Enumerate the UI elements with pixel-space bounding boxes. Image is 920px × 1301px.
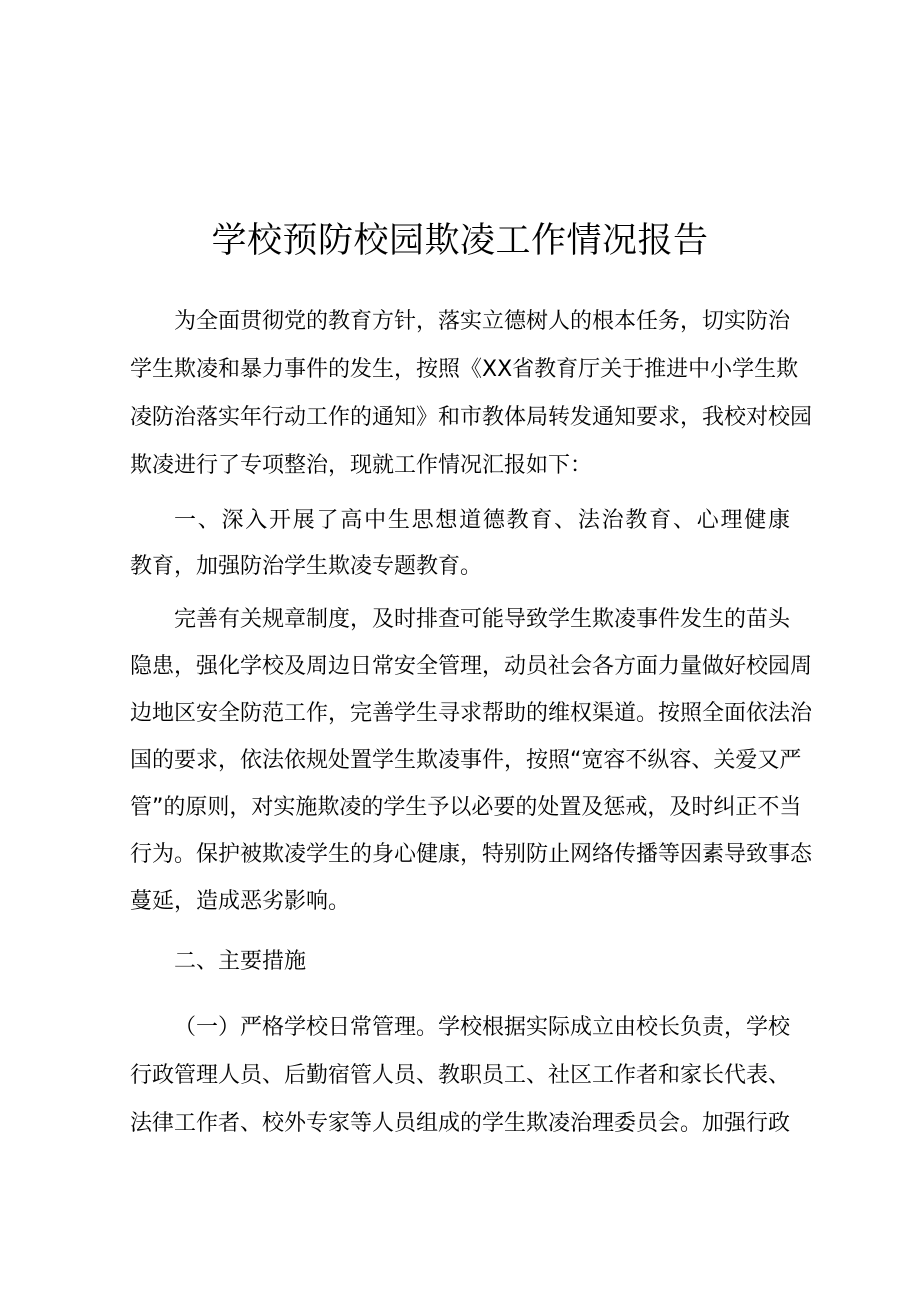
section-heading-line: 一、深入开展了高中生思想道德教育、法治教育、心理健康 [174, 508, 790, 533]
paragraph-line: 欺凌进行了专项整治，现就工作情况汇报如下： [130, 453, 593, 478]
section-heading-line: 教育，加强防治学生欺凌专题教育。 [130, 554, 483, 579]
paragraph-line: （一）严格学校日常管理。学校根据实际成立由校长负责，学校 [174, 1015, 791, 1040]
paragraph-line: 边地区安全防范工作，完善学生寻求帮助的维权渠道。按照全面依法治 [130, 701, 813, 726]
paragraph-line: 学生欺凌和暴力事件的发生，按照《XX省教育厅关于推进中小学生欺 [130, 357, 799, 382]
paragraph-line: 国的要求，依法依规处置学生欺凌事件，按照“宽容不纵容、关爱又严 [130, 748, 802, 773]
paragraph-line: 凌防治落实年行动工作的通知》和市教体局转发通知要求，我校对校园 [130, 405, 813, 430]
section-heading: 二、主要措施 [174, 949, 307, 974]
paragraph-line: 隐患，强化学校及周边日常安全管理，动员社会各方面力量做好校园周 [130, 654, 813, 679]
paragraph-line: 完善有关规章制度，及时排查可能导致学生欺凌事件发生的苗头 [174, 607, 791, 632]
paragraph-line: 蔓延，造成恶劣影响。 [130, 889, 351, 914]
paragraph-line: 管”的原则，对实施欺凌的学生予以必要的处置及惩戒，及时纠正不当 [130, 795, 802, 820]
paragraph-line: 法律工作者、校外专家等人员组成的学生欺凌治理委员会。加强行政 [130, 1111, 791, 1136]
paragraph-line: 为全面贯彻党的教育方针，落实立德树人的根本任务，切实防治 [174, 309, 791, 334]
paragraph-line: 行政管理人员、后勤宿管人员、教职员工、社区工作者和家长代表、 [130, 1063, 791, 1088]
paragraph-line: 行为。保护被欺凌学生的身心健康，特别防止网络传播等因素导致事态 [130, 842, 813, 867]
document-title: 学校预防校园欺凌工作情况报告 [211, 221, 709, 261]
